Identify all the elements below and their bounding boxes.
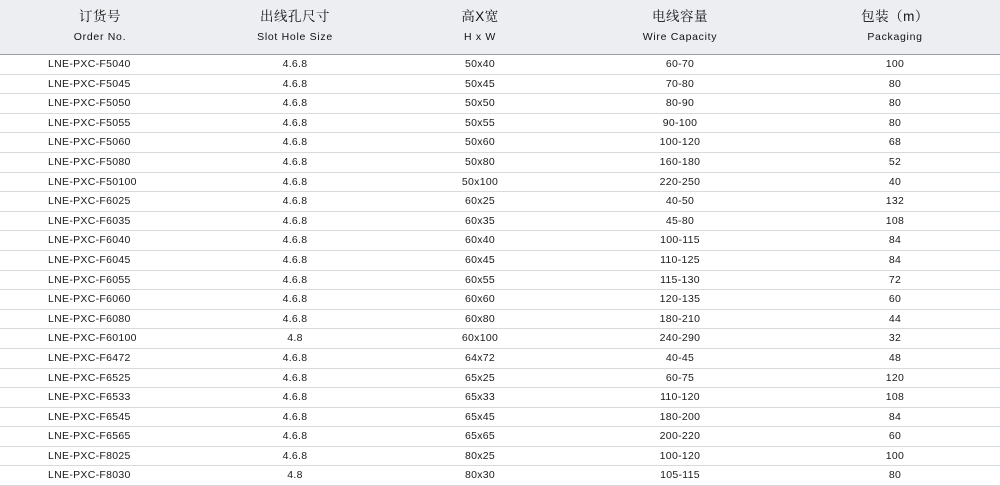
cell-slot_hole_size: 4.6.8 xyxy=(200,290,390,310)
cell-hw: 50x100 xyxy=(390,172,570,192)
cell-packaging: 44 xyxy=(790,309,1000,329)
cell-hw: 60x25 xyxy=(390,192,570,212)
cell-order_no: LNE-PXC-F6025 xyxy=(0,192,200,212)
cell-order_no: LNE-PXC-F5080 xyxy=(0,152,200,172)
cell-hw: 65x45 xyxy=(390,407,570,427)
cell-order_no: LNE-PXC-F6055 xyxy=(0,270,200,290)
cell-wire_capacity: 180-200 xyxy=(570,407,790,427)
table-row xyxy=(0,446,1000,466)
cell-order_no: LNE-PXC-F8025 xyxy=(0,446,200,466)
cell-slot_hole_size: 4.6.8 xyxy=(200,446,390,466)
column-header-packaging-cn: 包装（m） xyxy=(861,9,929,24)
cell-wire_capacity: 110-125 xyxy=(570,250,790,270)
table-body xyxy=(0,55,1000,486)
cell-order_no: LNE-PXC-F50100 xyxy=(0,172,200,192)
cell-hw: 65x65 xyxy=(390,427,570,447)
table-row xyxy=(0,250,1000,270)
cell-slot_hole_size: 4.6.8 xyxy=(200,348,390,368)
cell-wire_capacity: 115-130 xyxy=(570,270,790,290)
cell-hw: 50x60 xyxy=(390,133,570,153)
cell-order_no: LNE-PXC-F8030 xyxy=(0,466,200,486)
cell-hw: 80x30 xyxy=(390,466,570,486)
cell-packaging: 108 xyxy=(790,388,1000,408)
cell-slot_hole_size: 4.6.8 xyxy=(200,192,390,212)
cell-wire_capacity: 70-80 xyxy=(570,74,790,94)
cell-packaging: 80 xyxy=(790,113,1000,133)
cell-wire_capacity: 105-115 xyxy=(570,466,790,486)
cell-packaging: 52 xyxy=(790,152,1000,172)
cell-order_no: LNE-PXC-F6040 xyxy=(0,231,200,251)
cell-packaging: 68 xyxy=(790,133,1000,153)
cell-packaging: 132 xyxy=(790,192,1000,212)
table-row xyxy=(0,192,1000,212)
cell-order_no: LNE-PXC-F60100 xyxy=(0,329,200,349)
cell-wire_capacity: 110-120 xyxy=(570,388,790,408)
cell-wire_capacity: 45-80 xyxy=(570,211,790,231)
cell-hw: 60x80 xyxy=(390,309,570,329)
cell-hw: 64x72 xyxy=(390,348,570,368)
column-header-wire-capacity xyxy=(570,0,790,55)
cell-slot_hole_size: 4.6.8 xyxy=(200,113,390,133)
column-header-height-width-en: H x W xyxy=(463,31,497,43)
table-row xyxy=(0,329,1000,349)
column-header-packaging-en: Packaging xyxy=(867,31,923,43)
cell-packaging: 84 xyxy=(790,407,1000,427)
cell-packaging: 72 xyxy=(790,270,1000,290)
table-row xyxy=(0,388,1000,408)
cell-packaging: 60 xyxy=(790,427,1000,447)
cell-wire_capacity: 60-70 xyxy=(570,55,790,75)
cell-hw: 65x25 xyxy=(390,368,570,388)
cell-hw: 60x60 xyxy=(390,290,570,310)
cell-order_no: LNE-PXC-F6565 xyxy=(0,427,200,447)
cell-slot_hole_size: 4.6.8 xyxy=(200,231,390,251)
cell-hw: 80x25 xyxy=(390,446,570,466)
cell-order_no: LNE-PXC-F6533 xyxy=(0,388,200,408)
cell-wire_capacity: 100-120 xyxy=(570,133,790,153)
table-row xyxy=(0,231,1000,251)
table-row xyxy=(0,348,1000,368)
table-row xyxy=(0,270,1000,290)
cell-packaging: 100 xyxy=(790,446,1000,466)
table-row xyxy=(0,309,1000,329)
cell-order_no: LNE-PXC-F5050 xyxy=(0,94,200,114)
column-header-order-no xyxy=(0,0,200,55)
cell-wire_capacity: 90-100 xyxy=(570,113,790,133)
cell-hw: 65x33 xyxy=(390,388,570,408)
table-row xyxy=(0,211,1000,231)
cell-wire_capacity: 220-250 xyxy=(570,172,790,192)
table-row xyxy=(0,113,1000,133)
cell-hw: 50x40 xyxy=(390,55,570,75)
cell-packaging: 48 xyxy=(790,348,1000,368)
cell-hw: 60x45 xyxy=(390,250,570,270)
column-header-slot-hole-size-en: Slot Hole Size xyxy=(257,31,333,43)
cell-wire_capacity: 200-220 xyxy=(570,427,790,447)
cell-hw: 50x45 xyxy=(390,74,570,94)
table-row xyxy=(0,290,1000,310)
cell-slot_hole_size: 4.8 xyxy=(200,466,390,486)
cell-packaging: 40 xyxy=(790,172,1000,192)
cell-order_no: LNE-PXC-F6035 xyxy=(0,211,200,231)
cell-slot_hole_size: 4.6.8 xyxy=(200,368,390,388)
cell-slot_hole_size: 4.6.8 xyxy=(200,427,390,447)
table-row xyxy=(0,466,1000,486)
cell-order_no: LNE-PXC-F6525 xyxy=(0,368,200,388)
cell-wire_capacity: 80-90 xyxy=(570,94,790,114)
column-header-wire-capacity-en: Wire Capacity xyxy=(642,31,718,43)
table-header xyxy=(0,0,1000,55)
cell-packaging: 120 xyxy=(790,368,1000,388)
cell-packaging: 108 xyxy=(790,211,1000,231)
column-header-height-width-cn: 高X宽 xyxy=(461,9,499,24)
table-row xyxy=(0,172,1000,192)
cell-wire_capacity: 180-210 xyxy=(570,309,790,329)
table-row xyxy=(0,133,1000,153)
cell-packaging: 84 xyxy=(790,250,1000,270)
cell-slot_hole_size: 4.6.8 xyxy=(200,55,390,75)
table-row xyxy=(0,407,1000,427)
cell-order_no: LNE-PXC-F6545 xyxy=(0,407,200,427)
table-row xyxy=(0,427,1000,447)
cell-hw: 50x55 xyxy=(390,113,570,133)
cell-slot_hole_size: 4.6.8 xyxy=(200,152,390,172)
cell-slot_hole_size: 4.6.8 xyxy=(200,388,390,408)
cell-packaging: 80 xyxy=(790,466,1000,486)
cell-packaging: 84 xyxy=(790,231,1000,251)
cell-slot_hole_size: 4.6.8 xyxy=(200,94,390,114)
cell-order_no: LNE-PXC-F5040 xyxy=(0,55,200,75)
cell-wire_capacity: 100-120 xyxy=(570,446,790,466)
cell-packaging: 100 xyxy=(790,55,1000,75)
cell-slot_hole_size: 4.6.8 xyxy=(200,211,390,231)
cell-order_no: LNE-PXC-F6045 xyxy=(0,250,200,270)
table-row xyxy=(0,152,1000,172)
cell-wire_capacity: 240-290 xyxy=(570,329,790,349)
column-header-slot-hole-size xyxy=(200,0,390,55)
cell-hw: 50x50 xyxy=(390,94,570,114)
column-header-order-no-en: Order No. xyxy=(73,31,127,43)
cell-slot_hole_size: 4.6.8 xyxy=(200,250,390,270)
cell-packaging: 80 xyxy=(790,94,1000,114)
cell-wire_capacity: 40-50 xyxy=(570,192,790,212)
cell-order_no: LNE-PXC-F5060 xyxy=(0,133,200,153)
cell-slot_hole_size: 4.6.8 xyxy=(200,309,390,329)
cell-order_no: LNE-PXC-F5045 xyxy=(0,74,200,94)
cell-order_no: LNE-PXC-F6080 xyxy=(0,309,200,329)
table-row xyxy=(0,94,1000,114)
cell-wire_capacity: 160-180 xyxy=(570,152,790,172)
column-header-height-width xyxy=(390,0,570,55)
cell-slot_hole_size: 4.6.8 xyxy=(200,172,390,192)
column-header-packaging xyxy=(790,0,1000,55)
cell-slot_hole_size: 4.6.8 xyxy=(200,407,390,427)
table-row xyxy=(0,55,1000,75)
cell-packaging: 32 xyxy=(790,329,1000,349)
cell-packaging: 60 xyxy=(790,290,1000,310)
table-row xyxy=(0,74,1000,94)
column-header-order-no-cn: 订货号 xyxy=(79,9,121,24)
cell-wire_capacity: 120-135 xyxy=(570,290,790,310)
cell-slot_hole_size: 4.6.8 xyxy=(200,133,390,153)
cell-packaging: 80 xyxy=(790,74,1000,94)
cell-hw: 60x55 xyxy=(390,270,570,290)
cell-hw: 50x80 xyxy=(390,152,570,172)
cell-order_no: LNE-PXC-F6472 xyxy=(0,348,200,368)
cell-hw: 60x40 xyxy=(390,231,570,251)
cell-hw: 60x100 xyxy=(390,329,570,349)
cell-order_no: LNE-PXC-F6060 xyxy=(0,290,200,310)
cell-slot_hole_size: 4.6.8 xyxy=(200,270,390,290)
cell-slot_hole_size: 4.6.8 xyxy=(200,74,390,94)
column-header-wire-capacity-cn: 电线容量 xyxy=(652,9,708,24)
cell-slot_hole_size: 4.8 xyxy=(200,329,390,349)
cell-wire_capacity: 60-75 xyxy=(570,368,790,388)
cell-hw: 60x35 xyxy=(390,211,570,231)
cell-wire_capacity: 100-115 xyxy=(570,231,790,251)
column-header-slot-hole-size-cn: 出线孔尺寸 xyxy=(260,9,330,24)
table-row xyxy=(0,368,1000,388)
cell-wire_capacity: 40-45 xyxy=(570,348,790,368)
cell-order_no: LNE-PXC-F5055 xyxy=(0,113,200,133)
table-header-row xyxy=(0,0,1000,55)
